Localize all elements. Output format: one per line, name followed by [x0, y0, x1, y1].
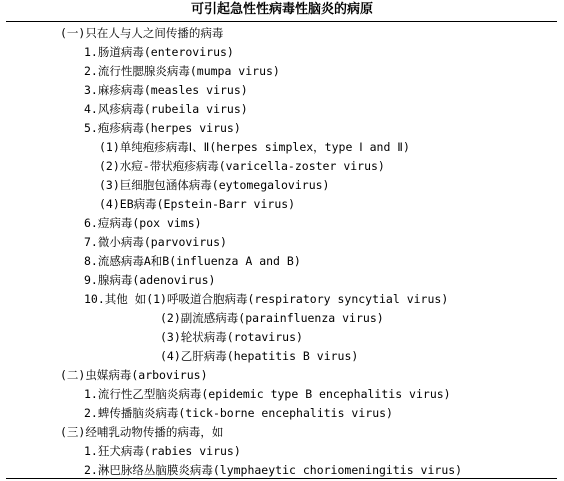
list-item-level-1: 5.疱疹病毒(herpes virus)	[84, 121, 241, 135]
list-item-level-1: 1.肠道病毒(enterovirus)	[84, 45, 234, 59]
top-rule	[6, 21, 557, 22]
list-item-level-2: (4)EB病毒(Epstein-Barr virus)	[99, 197, 296, 211]
list-item-level-0: (二)虫媒病毒(arbovirus)	[60, 368, 208, 382]
list-item-level-1: 3.麻疹病毒(measles virus)	[84, 83, 248, 97]
list-item-level-1: 8.流感病毒A和B(influenza A and B)	[84, 254, 301, 268]
list-item-level-1: 10.其他 如(1)呼吸道合胞病毒(respiratory syncytial virus)	[84, 292, 449, 306]
list-item-level-0: (一)只在人与人之间传播的病毒	[60, 26, 224, 40]
list-item-level-1: 9.腺病毒(adenovirus)	[84, 273, 216, 287]
list-item-level-1: 7.微小病毒(parvovirus)	[84, 235, 227, 249]
list-item-level-1: 4.风疹病毒(rubeila virus)	[84, 102, 248, 116]
list-item-level-3: (2)副流感病毒(parainfluenza virus)	[160, 311, 384, 325]
list-item-level-1: 1.流行性乙型脑炎病毒(epidemic type B encephalitis virus)	[84, 387, 451, 401]
list-item-level-1: 6.痘病毒(pox vims)	[84, 216, 202, 230]
list-item-level-3: (4)乙肝病毒(hepatitis B virus)	[160, 349, 359, 363]
list-item-level-2: (3)巨细胞包涵体病毒(eytomegalovirus)	[99, 178, 330, 192]
list-item-level-1: 2.蜱传播脑炎病毒(tick-borne encephalitis virus)	[84, 406, 393, 420]
list-item-level-0: (三)经哺乳动物传播的病毒，如	[60, 425, 224, 439]
list-item-level-1: 1.狂犬病毒(rabies virus)	[84, 444, 241, 458]
bottom-rule	[6, 478, 557, 479]
list-item-level-2: (1)单纯疱疹病毒Ⅰ、Ⅱ(herpes simplex，type Ⅰ and Ⅱ)	[99, 140, 410, 154]
list-item-level-1: 2.淋巴脉络丛脑膜炎病毒(lymphaeytic choriomeningitis virus)	[84, 463, 463, 477]
table-title: 可引起急性性病毒性脑炎的病原	[190, 2, 373, 17]
list-item-level-2: (2)水痘-带状疱疹病毒(varicella-zoster virus)	[99, 159, 385, 173]
list-item-level-3: (3)轮状病毒(rotavirus)	[160, 330, 303, 344]
list-item-level-1: 2.流行性腮腺炎病毒(mumpa virus)	[84, 64, 280, 78]
